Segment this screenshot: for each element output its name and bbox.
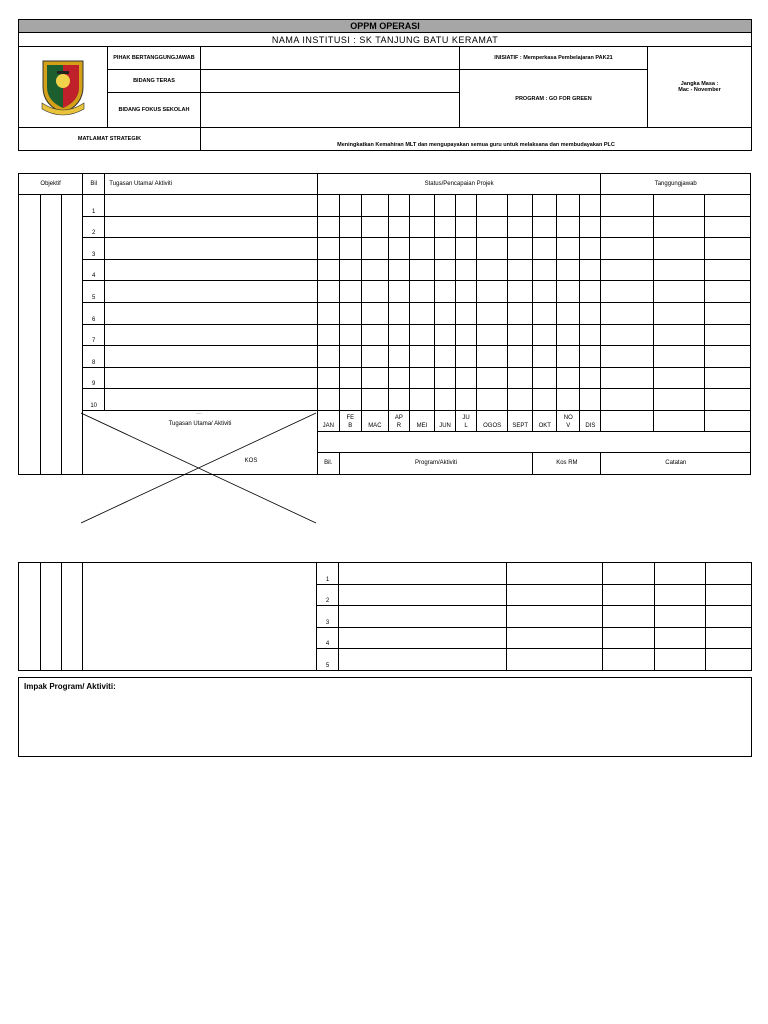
- school-crest-icon: [38, 57, 88, 117]
- status-cell[interactable]: [456, 389, 477, 411]
- status-cell[interactable]: [557, 367, 580, 389]
- tanggungjawab-cell[interactable]: [653, 302, 704, 324]
- tugasan-cell[interactable]: [105, 281, 318, 303]
- tanggungjawab-cell[interactable]: [704, 238, 750, 260]
- status-cell[interactable]: [580, 302, 601, 324]
- month-label: [580, 410, 601, 431]
- tugasan-cell[interactable]: [105, 195, 318, 217]
- status-cell[interactable]: [456, 259, 477, 281]
- catatan-cell[interactable]: [706, 584, 752, 606]
- status-cell[interactable]: [339, 324, 361, 346]
- status-cell[interactable]: [456, 195, 477, 217]
- bidang-fokus-label: BIDANG FOKUS SEKOLAH: [108, 93, 201, 128]
- tanggungjawab-cell[interactable]: [601, 195, 653, 217]
- status-cell[interactable]: [580, 324, 601, 346]
- status-cell[interactable]: [580, 367, 601, 389]
- status-cell[interactable]: [388, 238, 409, 260]
- row-number: 3: [317, 606, 339, 628]
- status-cell[interactable]: [477, 281, 508, 303]
- month-label-top: NO: [563, 414, 573, 421]
- status-cell[interactable]: [508, 389, 533, 411]
- program-label: PROGRAM : GO FOR GREEN: [460, 70, 648, 128]
- tanggungjawab-cell[interactable]: [653, 281, 704, 303]
- table-row: [19, 281, 751, 303]
- bottom-objektif-cell[interactable]: [62, 563, 83, 671]
- kos-cell[interactable]: [507, 606, 603, 628]
- tanggungjawab-cell[interactable]: [653, 346, 704, 368]
- status-cell[interactable]: [508, 195, 533, 217]
- logo-cell: [19, 47, 108, 128]
- month-label: [477, 410, 508, 431]
- catatan-cell[interactable]: [706, 627, 752, 649]
- status-cell[interactable]: [435, 281, 456, 303]
- status-cell[interactable]: [435, 238, 456, 260]
- tanggungjawab-cell[interactable]: [601, 259, 653, 281]
- status-cell[interactable]: [508, 367, 533, 389]
- tanggungjawab-cell[interactable]: [601, 367, 653, 389]
- catatan-cell[interactable]: [655, 584, 706, 606]
- status-cell[interactable]: [557, 238, 580, 260]
- month-label-top: AP: [394, 414, 403, 421]
- status-cell[interactable]: [317, 389, 339, 411]
- month-label-top: [435, 414, 455, 422]
- status-cell[interactable]: [435, 302, 456, 324]
- month-label: [557, 410, 580, 431]
- table-row: [19, 302, 751, 324]
- empty-row: [317, 431, 750, 452]
- col-tugasan-header: Tugasan Utama/ Aktiviti: [105, 174, 318, 195]
- status-cell[interactable]: [508, 302, 533, 324]
- status-cell[interactable]: [580, 281, 601, 303]
- tanggungjawab-cell[interactable]: [704, 410, 750, 431]
- month-label: [508, 410, 533, 431]
- tanggungjawab-cell[interactable]: [653, 389, 704, 411]
- row-number: 5: [83, 281, 105, 303]
- tanggungjawab-cell[interactable]: [704, 346, 750, 368]
- col-status-header: Status/Pencapaian Projek: [317, 174, 601, 195]
- status-cell[interactable]: [477, 238, 508, 260]
- status-cell[interactable]: [361, 324, 388, 346]
- tanggungjawab-cell[interactable]: [653, 410, 704, 431]
- header-table: [18, 19, 752, 151]
- table-row: [19, 346, 751, 368]
- cross-lines: [81, 411, 317, 525]
- status-cell[interactable]: [456, 346, 477, 368]
- table-row: [19, 367, 751, 389]
- status-cell[interactable]: [388, 259, 409, 281]
- row-number: 1: [317, 563, 339, 585]
- kos-program-header: Program/Aktiviti: [339, 452, 532, 474]
- pihak-label: PIHAK BERTANGGUNGJAWAB: [108, 47, 201, 70]
- objektif-cell[interactable]: [19, 195, 41, 475]
- status-cell[interactable]: [580, 259, 601, 281]
- catatan-cell[interactable]: [655, 563, 706, 585]
- row-number: 1: [83, 195, 105, 217]
- status-cell[interactable]: [388, 367, 409, 389]
- matlamat-value: Meningkatkan Kemahiran MLT dan mengupayakan semua guru untuk melaksana dan membudayakan PLC: [201, 128, 752, 151]
- kos-cell[interactable]: [507, 649, 603, 671]
- status-cell[interactable]: [361, 195, 388, 217]
- status-cell[interactable]: [339, 389, 361, 411]
- status-cell[interactable]: [435, 195, 456, 217]
- status-cell[interactable]: [456, 238, 477, 260]
- status-cell[interactable]: [409, 389, 434, 411]
- tanggungjawab-cell[interactable]: [601, 324, 653, 346]
- tugasan-cell[interactable]: [105, 259, 318, 281]
- status-cell[interactable]: [339, 302, 361, 324]
- status-cell[interactable]: [456, 302, 477, 324]
- month-label: [388, 410, 409, 431]
- catatan-cell[interactable]: [655, 649, 706, 671]
- status-cell[interactable]: [477, 302, 508, 324]
- status-cell[interactable]: [409, 195, 434, 217]
- status-cell[interactable]: [477, 367, 508, 389]
- tanggungjawab-cell[interactable]: [601, 216, 653, 238]
- tanggungjawab-cell[interactable]: [601, 389, 653, 411]
- status-cell[interactable]: [557, 195, 580, 217]
- status-cell[interactable]: [435, 259, 456, 281]
- impak-label: Impak Program/ Aktiviti:: [24, 682, 116, 691]
- month-label-bottom: JAN: [322, 422, 334, 429]
- status-cell[interactable]: [477, 259, 508, 281]
- month-label-bottom: MAC: [368, 422, 382, 429]
- status-cell[interactable]: [317, 259, 339, 281]
- month-label-bottom: SEPT: [512, 422, 529, 429]
- status-cell[interactable]: [508, 259, 533, 281]
- month-label-bottom: B: [348, 422, 353, 429]
- status-cell[interactable]: [508, 238, 533, 260]
- col-bil-header: Bil: [83, 174, 105, 195]
- status-cell[interactable]: [580, 238, 601, 260]
- kos-bil-header: Bil.: [317, 452, 339, 474]
- status-cell[interactable]: [533, 324, 557, 346]
- status-cell[interactable]: [339, 346, 361, 368]
- status-cell[interactable]: [533, 281, 557, 303]
- status-cell[interactable]: [477, 195, 508, 217]
- status-cell[interactable]: [388, 302, 409, 324]
- status-cell[interactable]: [557, 216, 580, 238]
- kos-cell[interactable]: [507, 563, 603, 585]
- tanggungjawab-cell[interactable]: [704, 281, 750, 303]
- status-cell[interactable]: [361, 389, 388, 411]
- tanggungjawab-cell[interactable]: [601, 346, 653, 368]
- cross-small-mark: ----: [196, 411, 202, 416]
- month-label: [339, 410, 361, 431]
- row-number: 8: [83, 346, 105, 368]
- month-label: [361, 410, 388, 431]
- month-label-top: [580, 414, 600, 422]
- month-label-bottom: V: [566, 422, 571, 429]
- objektif-cell[interactable]: [41, 195, 62, 475]
- month-label: [533, 410, 557, 431]
- status-cell[interactable]: [361, 238, 388, 260]
- jangka-masa-label: Jangka Masa :: [680, 81, 719, 87]
- row-number: 5: [317, 649, 339, 671]
- status-cell[interactable]: [557, 324, 580, 346]
- row-number: 4: [83, 259, 105, 281]
- program-cell[interactable]: [339, 606, 507, 628]
- tugasan-cell[interactable]: [105, 389, 318, 411]
- status-cell[interactable]: [409, 346, 434, 368]
- impak-box[interactable]: [18, 677, 752, 757]
- tugasan-cell[interactable]: [105, 346, 318, 368]
- status-cell[interactable]: [557, 389, 580, 411]
- tanggungjawab-cell[interactable]: [704, 259, 750, 281]
- program-cell[interactable]: [339, 563, 507, 585]
- month-label-bottom: MEI: [416, 422, 428, 429]
- table-row: [19, 195, 751, 217]
- table-row: [19, 238, 751, 260]
- status-cell[interactable]: [409, 302, 434, 324]
- catatan-cell[interactable]: [603, 584, 655, 606]
- tanggungjawab-cell[interactable]: [601, 281, 653, 303]
- status-cell[interactable]: [317, 346, 339, 368]
- status-cell[interactable]: [508, 324, 533, 346]
- objektif-cell[interactable]: [62, 195, 83, 475]
- month-label-top: [410, 414, 434, 422]
- status-cell[interactable]: [477, 324, 508, 346]
- status-cell[interactable]: [477, 389, 508, 411]
- status-cell[interactable]: [580, 216, 601, 238]
- status-cell[interactable]: [361, 302, 388, 324]
- cross-top-label: Tugasan Utama/ Aktiviti: [168, 421, 232, 427]
- status-cell[interactable]: [533, 367, 557, 389]
- status-cell[interactable]: [409, 238, 434, 260]
- catatan-cell[interactable]: [706, 563, 752, 585]
- tanggungjawab-cell[interactable]: [704, 195, 750, 217]
- status-cell[interactable]: [317, 367, 339, 389]
- status-cell[interactable]: [435, 346, 456, 368]
- month-label: [317, 410, 339, 431]
- cross-bottom-label: KOS: [244, 458, 258, 464]
- row-number: 6: [83, 302, 105, 324]
- catatan-cell[interactable]: [603, 627, 655, 649]
- status-cell[interactable]: [557, 302, 580, 324]
- jangka-masa-value: Mac - November: [678, 87, 721, 93]
- table-row: [19, 563, 752, 585]
- jangka-masa: [648, 47, 752, 128]
- status-cell[interactable]: [361, 281, 388, 303]
- status-cell[interactable]: [409, 216, 434, 238]
- catatan-cell[interactable]: [603, 606, 655, 628]
- status-cell[interactable]: [533, 346, 557, 368]
- catatan-cell[interactable]: [655, 606, 706, 628]
- tanggungjawab-cell[interactable]: [653, 367, 704, 389]
- catatan-cell[interactable]: [706, 606, 752, 628]
- month-label-bottom: JUN: [439, 422, 451, 429]
- col-objektif-header: Objektif: [19, 174, 83, 195]
- program-cell[interactable]: [339, 649, 507, 671]
- month-label-bottom: OGOS: [483, 422, 502, 429]
- tugasan-cell[interactable]: [105, 216, 318, 238]
- status-cell[interactable]: [533, 302, 557, 324]
- status-cell[interactable]: [388, 281, 409, 303]
- status-cell[interactable]: [508, 281, 533, 303]
- tanggungjawab-cell[interactable]: [704, 389, 750, 411]
- month-label: [409, 410, 434, 431]
- status-cell[interactable]: [361, 259, 388, 281]
- month-label-top: [533, 414, 556, 422]
- month-label-top: JU: [462, 414, 470, 421]
- status-cell[interactable]: [317, 216, 339, 238]
- status-cell[interactable]: [477, 216, 508, 238]
- status-cell[interactable]: [339, 216, 361, 238]
- row-number: 3: [83, 238, 105, 260]
- bidang-teras-value[interactable]: [201, 70, 460, 93]
- month-label: [456, 410, 477, 431]
- status-cell[interactable]: [435, 216, 456, 238]
- status-cell[interactable]: [339, 259, 361, 281]
- status-cell[interactable]: [317, 195, 339, 217]
- tanggungjawab-cell[interactable]: [704, 302, 750, 324]
- institution-name: NAMA INSTITUSI : SK TANJUNG BATU KERAMAT: [19, 33, 752, 47]
- month-label: [435, 410, 456, 431]
- matlamat-label: MATLAMAT STRATEGIK: [19, 128, 201, 151]
- kos-catatan-header: Catatan: [601, 452, 751, 474]
- catatan-cell[interactable]: [603, 649, 655, 671]
- status-cell[interactable]: [477, 346, 508, 368]
- month-label-top: [508, 414, 532, 422]
- status-cell[interactable]: [409, 259, 434, 281]
- status-cell[interactable]: [388, 324, 409, 346]
- bottom-objektif-cell[interactable]: [83, 563, 317, 671]
- kos-cell[interactable]: [507, 584, 603, 606]
- tanggungjawab-cell[interactable]: [601, 238, 653, 260]
- status-cell[interactable]: [317, 238, 339, 260]
- tanggungjawab-cell[interactable]: [601, 410, 653, 431]
- status-cell[interactable]: [339, 238, 361, 260]
- status-cell[interactable]: [533, 389, 557, 411]
- month-label-bottom: DIS: [585, 422, 596, 429]
- status-cell[interactable]: [388, 216, 409, 238]
- row-number: 4: [317, 627, 339, 649]
- catatan-cell[interactable]: [706, 649, 752, 671]
- tanggungjawab-cell[interactable]: [601, 302, 653, 324]
- status-cell[interactable]: [557, 259, 580, 281]
- status-cell[interactable]: [388, 389, 409, 411]
- tugasan-cell[interactable]: [105, 238, 318, 260]
- row-number: 2: [317, 584, 339, 606]
- col-tanggungjawab-header: Tanggungjawab: [601, 174, 751, 195]
- status-cell[interactable]: [388, 346, 409, 368]
- month-label-bottom: R: [396, 422, 402, 429]
- status-cell[interactable]: [533, 238, 557, 260]
- status-cell[interactable]: [435, 324, 456, 346]
- row-number: 9: [83, 367, 105, 389]
- tanggungjawab-cell[interactable]: [653, 259, 704, 281]
- status-cell[interactable]: [409, 324, 434, 346]
- kos-cell[interactable]: [507, 627, 603, 649]
- status-cell[interactable]: [317, 324, 339, 346]
- status-cell[interactable]: [317, 281, 339, 303]
- table-row: [19, 324, 751, 346]
- status-cell[interactable]: [557, 346, 580, 368]
- status-cell[interactable]: [580, 346, 601, 368]
- program-cell[interactable]: [339, 584, 507, 606]
- month-label-bottom: OKT: [538, 422, 551, 429]
- row-number: 2: [83, 216, 105, 238]
- status-cell[interactable]: [456, 216, 477, 238]
- status-cell[interactable]: [456, 281, 477, 303]
- tugasan-cell[interactable]: [105, 302, 318, 324]
- pihak-value[interactable]: [201, 47, 460, 70]
- month-label-top: [318, 414, 339, 422]
- page-title: OPPM OPERASI: [19, 20, 752, 33]
- table-row: [19, 259, 751, 281]
- status-cell[interactable]: [533, 195, 557, 217]
- status-cell[interactable]: [339, 195, 361, 217]
- tugasan-cell[interactable]: [105, 367, 318, 389]
- month-label-top: FE: [346, 414, 355, 421]
- status-cell[interactable]: [409, 281, 434, 303]
- month-label-bottom: L: [464, 422, 468, 429]
- status-cell[interactable]: [557, 281, 580, 303]
- row-number: 7: [83, 324, 105, 346]
- row-number: 10: [83, 389, 105, 411]
- bottom-objektif-cell[interactable]: [41, 563, 62, 671]
- month-label-top: [477, 414, 507, 422]
- status-cell[interactable]: [409, 367, 434, 389]
- bottom-table: [18, 562, 752, 671]
- status-cell[interactable]: [361, 346, 388, 368]
- status-cell[interactable]: [339, 367, 361, 389]
- status-cell[interactable]: [580, 195, 601, 217]
- bottom-objektif-cell[interactable]: [19, 563, 41, 671]
- tanggungjawab-cell[interactable]: [653, 324, 704, 346]
- table-row: [19, 389, 751, 411]
- status-cell[interactable]: [508, 216, 533, 238]
- kos-rm-header: Kos RM: [533, 452, 601, 474]
- status-cell[interactable]: [388, 195, 409, 217]
- bidang-fokus-value[interactable]: [201, 93, 460, 128]
- catatan-cell[interactable]: [655, 627, 706, 649]
- status-cell[interactable]: [435, 389, 456, 411]
- status-cell[interactable]: [435, 367, 456, 389]
- tanggungjawab-cell[interactable]: [653, 216, 704, 238]
- catatan-cell[interactable]: [603, 563, 655, 585]
- tanggungjawab-cell[interactable]: [704, 367, 750, 389]
- status-cell[interactable]: [508, 346, 533, 368]
- inisiatif: INISIATIF : Memperkasa Pembelajaran PAK21: [460, 47, 648, 70]
- status-cell[interactable]: [339, 281, 361, 303]
- program-cell[interactable]: [339, 627, 507, 649]
- month-label-top: [362, 414, 388, 422]
- table-row: [19, 216, 751, 238]
- status-cell[interactable]: [456, 367, 477, 389]
- tanggungjawab-cell[interactable]: [653, 195, 704, 217]
- tanggungjawab-cell[interactable]: [653, 238, 704, 260]
- tugasan-cell[interactable]: [105, 324, 318, 346]
- tanggungjawab-cell[interactable]: [704, 216, 750, 238]
- status-cell[interactable]: [580, 389, 601, 411]
- bidang-teras-label: BIDANG TERAS: [108, 70, 201, 93]
- status-cell[interactable]: [361, 367, 388, 389]
- status-cell[interactable]: [317, 302, 339, 324]
- status-cell[interactable]: [533, 216, 557, 238]
- status-cell[interactable]: [456, 324, 477, 346]
- status-cell[interactable]: [361, 216, 388, 238]
- status-cell[interactable]: [533, 259, 557, 281]
- tanggungjawab-cell[interactable]: [704, 324, 750, 346]
